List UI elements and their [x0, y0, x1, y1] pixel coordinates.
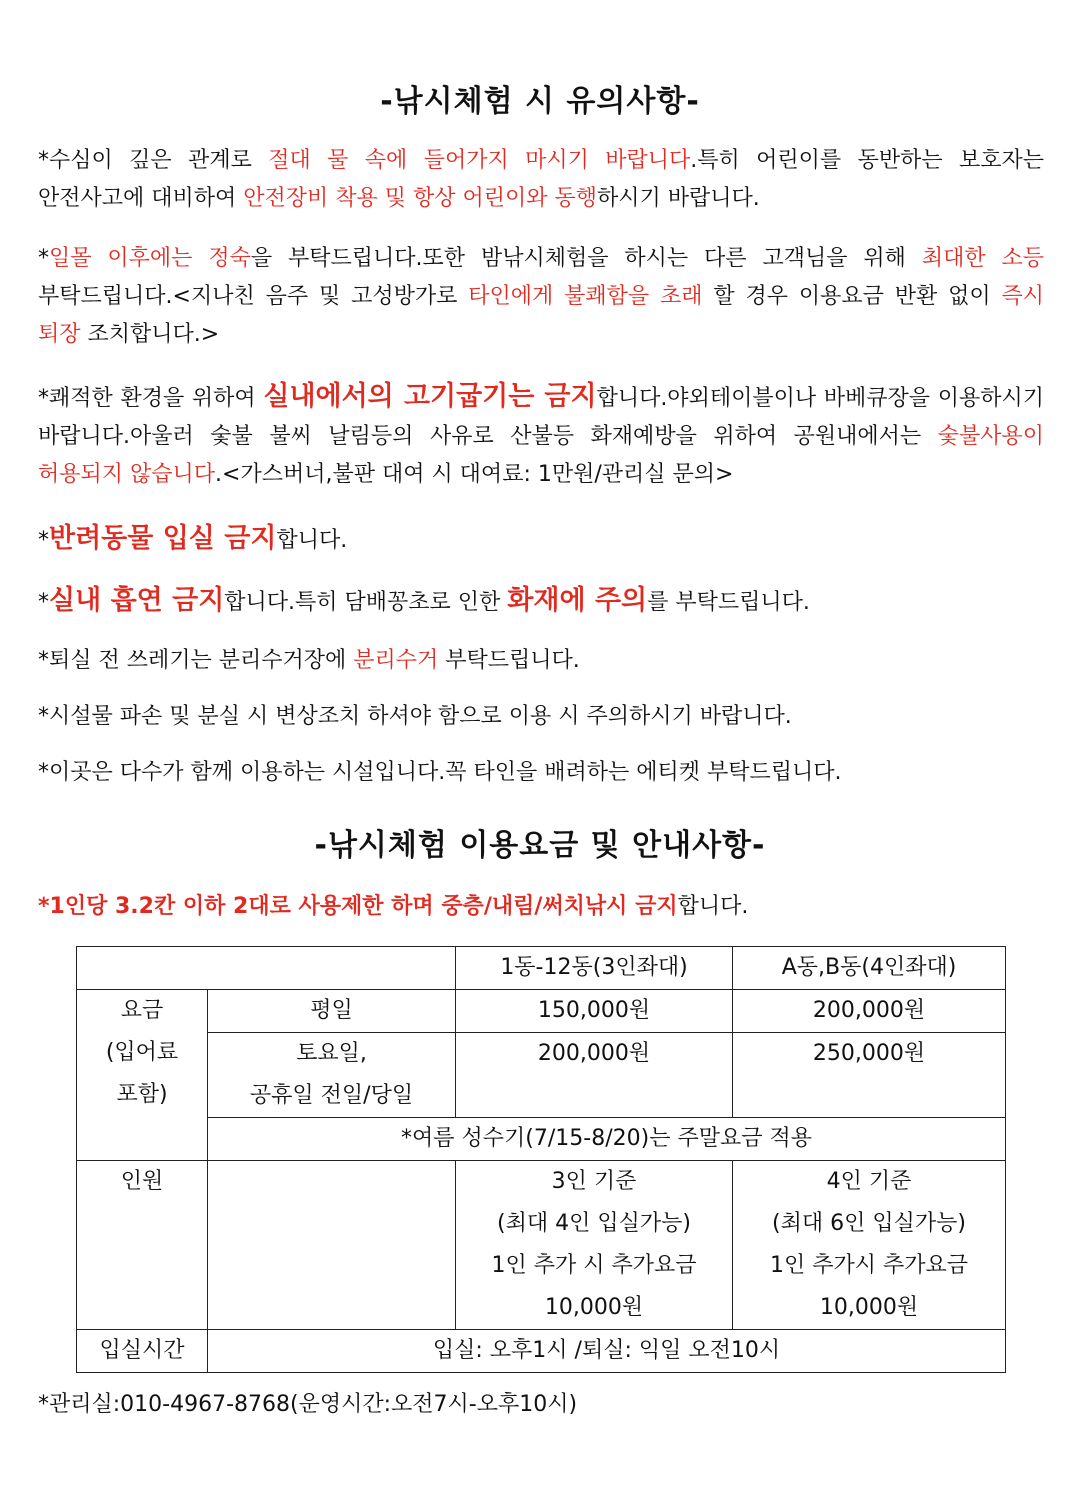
weekend-label-line: 공휴일 전일/당일: [249, 1083, 414, 1108]
weekday-price-a: 150,000원: [456, 990, 733, 1033]
fee-title: -낚시체험 이용요금 및 안내사항-: [314, 828, 766, 863]
weekend-label-line: 토요일,: [296, 1041, 367, 1066]
rule-text: 부탁드립니다.<지나친 음주 및 고성방가로: [38, 284, 469, 309]
weekend-price-a: 200,000원: [456, 1033, 733, 1118]
people-line: 1인 추가 시 추가요금: [491, 1253, 697, 1278]
table-row-season: [77, 1118, 1006, 1161]
rule-no-grilling: [38, 378, 1044, 494]
rule-deep-water: [38, 142, 1044, 218]
rule-no-smoking: [38, 582, 1044, 622]
table-row-people: [77, 1161, 1006, 1330]
table-corner-cell: [77, 947, 456, 990]
people-line: (최대 4인 입실가능): [497, 1211, 691, 1236]
rule-text: 할 경우 이용요금 반환 없이: [702, 284, 1002, 309]
people-line: 1인 추가시 추가요금: [770, 1253, 968, 1278]
table-row-weekend: [77, 1033, 1006, 1118]
rule-damage: *시설물 파손 및 분실 시 변상조치 하셔야 함으로 이용 시 주의하시기 바랍니다.: [38, 704, 792, 729]
rule-text: 합니다.: [276, 528, 348, 553]
rule-highlight: 즉시 퇴장: [38, 284, 1044, 347]
rule-text: 를 부탁드립니다.: [647, 590, 810, 615]
people-line: (최대 6인 입실가능): [772, 1211, 966, 1236]
rule-highlight: 숯불사용이 허용되지 않습니다: [38, 424, 1044, 487]
rule-text: .특히 어린이를 동반하는 보호자는 안전사고에 대비하여: [38, 148, 1045, 211]
rule-highlight: 실내 흡연 금지: [49, 585, 225, 616]
rule-text: *수심이 깊은 관계로: [38, 148, 269, 173]
fee-label-line: (입어료: [105, 1040, 179, 1065]
weekday-label: 평일: [208, 990, 456, 1033]
rule-text: *: [38, 590, 49, 615]
time-value: 입실: 오후1시 /퇴실: 익일 오전10시: [208, 1330, 1006, 1373]
fee-row-label: [77, 990, 208, 1161]
table-header-row: [77, 947, 1006, 990]
fee-note: [38, 888, 1044, 926]
fee-label-line: 요금: [120, 998, 164, 1023]
rule-text: 을 부탁드립니다.또한 밤낚시체험을 하시는 다른 고객님을 위해: [250, 246, 922, 271]
rule-highlight: 화재에 주의: [507, 585, 648, 616]
people-info-a: [456, 1161, 733, 1330]
rule-highlight: 타인에게 불쾌함을 초래: [468, 284, 703, 309]
rule-text: *쾌적한 환경을 위하여: [38, 386, 264, 411]
rule-quiet-hours: [38, 240, 1044, 354]
rule-highlight: 반려동물 입실 금지: [49, 523, 277, 554]
fee-note-text: 합니다.: [677, 894, 749, 919]
people-info-b: [733, 1161, 1006, 1330]
rule-text: 조치합니다.>: [80, 322, 220, 347]
rule-recycling: [38, 642, 1044, 680]
rule-highlight: 최대한 소등: [921, 246, 1044, 271]
rule-text: 합니다.야외테이블이나 바베큐장을 이용하시기 바랍니다.아울러 숯불 불씨 날림등의 사유로 산불등 화재예방을 위하여 공원내에서는: [38, 386, 1044, 449]
time-label: 입실시간: [77, 1330, 208, 1373]
people-empty-cell: [208, 1161, 456, 1330]
rule-highlight: 일몰 이후에는 정숙: [49, 246, 251, 271]
people-label: 인원: [77, 1161, 208, 1330]
fee-table: [76, 946, 1006, 1373]
rule-text: *: [38, 528, 49, 553]
people-line: 10,000원: [544, 1295, 644, 1320]
weekday-price-b: 200,000원: [733, 990, 1006, 1033]
rule-highlight: 절대 물 속에 들어가지 마시기 바랍니다: [268, 148, 691, 173]
rule-etiquette: *이곳은 다수가 함께 이용하는 시설입니다.꼭 타인을 배려하는 에티켓 부탁드립니다.: [38, 760, 842, 785]
rule-highlight: 실내에서의 고기굽기는 금지: [263, 381, 597, 412]
rule-text: .<가스버너,불판 대여 시 대여료: 1만원/관리실 문의>: [215, 462, 734, 487]
fee-note-highlight: *1인당 3.2칸 이하 2대로 사용제한 하며 중층/내림/써치낚시 금지: [38, 894, 678, 919]
season-note: *여름 성수기(7/15-8/20)는 주말요금 적용: [208, 1118, 1006, 1161]
rule-highlight: 안전장비 착용 및 항상 어린이와 동행: [243, 186, 598, 211]
office-phone: *관리실:010-4967-8768(운영시간:오전7시-오후10시): [38, 1392, 578, 1417]
table-row-weekday: [77, 990, 1006, 1033]
people-line: 3인 기준: [551, 1169, 637, 1194]
weekend-label: [208, 1033, 456, 1118]
weekend-price-b: 250,000원: [733, 1033, 1006, 1118]
column-header-1-12: 1동-12동(3인좌대): [456, 947, 733, 990]
rule-text: 하시기 바랍니다.: [597, 186, 760, 211]
notice-title: -낚시체험 시 유의사항-: [380, 84, 700, 119]
rule-highlight: 분리수거: [353, 648, 439, 673]
table-row-time: [77, 1330, 1006, 1373]
rule-text: *퇴실 전 쓰레기는 분리수거장에: [38, 648, 354, 673]
people-line: 4인 기준: [826, 1169, 912, 1194]
fee-label-line: 포함): [116, 1082, 168, 1107]
people-line: 10,000원: [819, 1295, 919, 1320]
rule-no-pets: [38, 520, 1044, 560]
column-header-ab: A동,B동(4인좌대): [733, 947, 1006, 990]
rule-text: 부탁드립니다.: [438, 648, 580, 673]
rule-text: 합니다.특히 담배꽁초로 인한: [224, 590, 508, 615]
rule-text: *: [38, 246, 49, 271]
